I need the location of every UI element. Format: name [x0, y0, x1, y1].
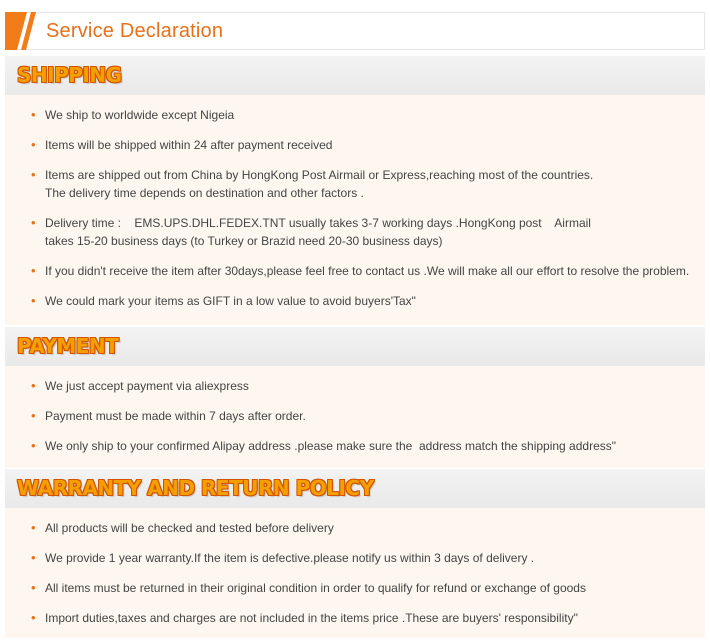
list-item: • Items are shipped out from China by HongKong Post Airmail or Express,reaching most of the countries. The delivery time depends on destination and other factors . [31, 167, 594, 200]
list-item: • All items must be returned in their original condition in order to qualify for refund or exchange of goods [31, 580, 586, 595]
shipping-section-header [5, 56, 705, 95]
payment-title: PAYMENT [17, 334, 119, 358]
shipping-section-body [5, 95, 705, 325]
warranty-title: WARRANTY AND RETURN POLICY [17, 476, 374, 500]
bullet-dot-icon: • [31, 107, 36, 122]
bullet-dot-icon: • [31, 293, 36, 308]
list-item: • We ship to worldwide except Nigeia [31, 107, 235, 122]
list-item: • We just accept payment via aliexpress [31, 378, 249, 393]
bullet-dot-icon: • [31, 263, 36, 278]
list-item: • Payment must be made within 7 days after order. [31, 408, 306, 423]
bullet-dot-icon: • [31, 215, 36, 230]
list-item: • We could mark your items as GIFT in a low value to avoid buyers'Tax" [31, 293, 416, 308]
bullet-dot-icon: • [31, 550, 36, 565]
bullet-dot-icon: • [31, 408, 36, 423]
service-declaration-header [5, 12, 705, 50]
bullet-dot-icon: • [31, 580, 36, 595]
warranty-section-header [5, 469, 705, 508]
bullet-dot-icon: • [31, 137, 36, 152]
bullet-dot-icon: • [31, 167, 36, 182]
warranty-section-body [5, 508, 705, 638]
list-item: • Delivery time : EMS.UPS.DHL.FEDEX.TNT usually takes 3-7 working days .HongKong post Airmail takes 15-20 business days (to Turkey or Brazid need 20-30 business days) [31, 215, 591, 248]
header-accent-icon [5, 12, 45, 50]
list-item: • All products will be checked and tested before delivery [31, 520, 334, 535]
bullet-dot-icon: • [31, 438, 36, 453]
payment-section-body [5, 366, 705, 468]
bullet-dot-icon: • [31, 610, 36, 625]
shipping-title: SHIPPING [17, 63, 122, 87]
list-item: • Import duties,taxes and charges are not included in the items price .These are buyers' responsibility" [31, 610, 578, 625]
list-item: • Items will be shipped within 24 after payment received [31, 137, 333, 152]
list-item: • We only ship to your confirmed Alipay address .please make sure the address match the shipping address" [31, 438, 617, 453]
list-item: • We provide 1 year warranty.If the item is defective.please notify us within 3 days of delivery . [31, 550, 535, 565]
bullet-dot-icon: • [31, 520, 36, 535]
page-title: Service Declaration [46, 20, 224, 42]
bullet-dot-icon: • [31, 378, 36, 393]
list-item: • If you didn't receive the item after 30days,please feel free to contact us .We will make all our effort to resolve the problem. [31, 263, 690, 278]
payment-section-header [5, 327, 705, 366]
